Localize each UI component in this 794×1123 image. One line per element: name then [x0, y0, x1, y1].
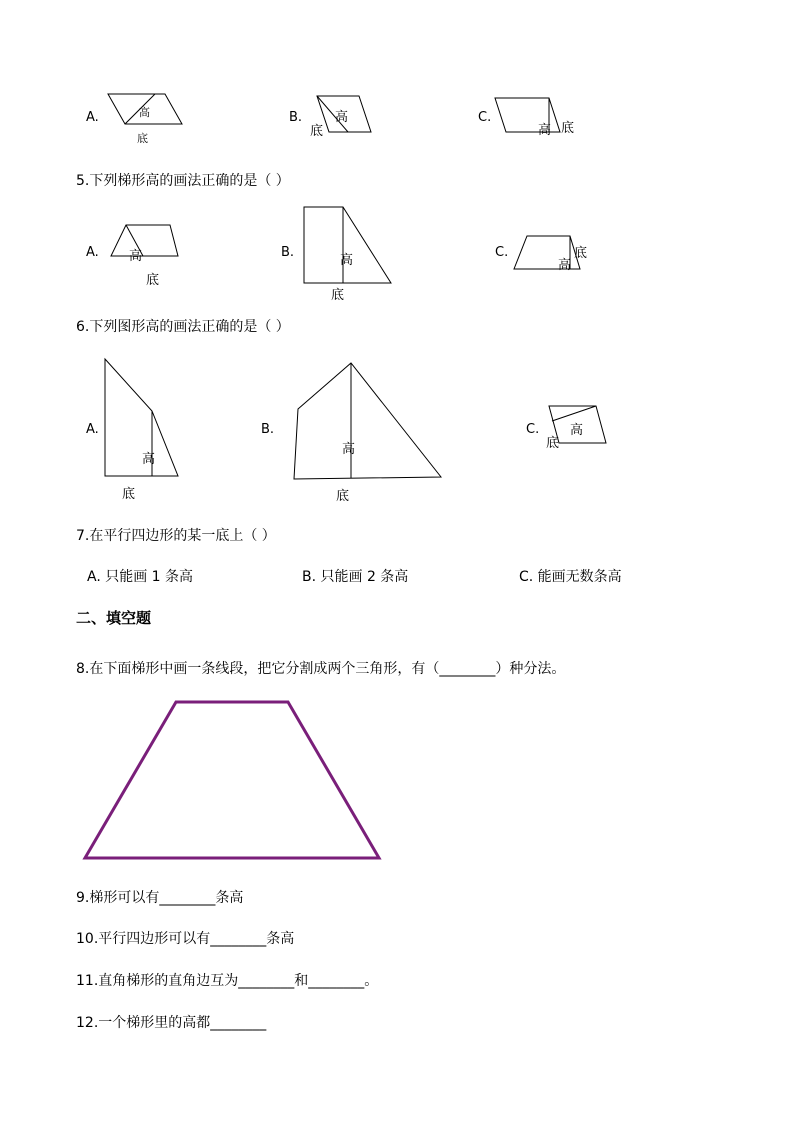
q11-text: 11.直角梯形的直角边互为________和________。: [76, 973, 379, 989]
q6b-shape: [294, 363, 441, 479]
q7-option-c[interactable]: C. 能画无数条高: [519, 569, 622, 585]
q9-text: 9.梯形可以有________条高: [76, 890, 244, 906]
q6a-base-label: 底: [122, 487, 136, 502]
q5b-base-label: 底: [331, 288, 345, 303]
q5a-base-label: 底: [146, 273, 160, 288]
q5-option-b-figure: [300, 202, 400, 287]
q5c-height-label: 高: [558, 258, 572, 273]
q5a-height-label: 高: [129, 249, 143, 264]
q5c-base-label: 底: [574, 246, 588, 261]
q12-text: 12.一个梯形里的高都________: [76, 1015, 267, 1031]
q5b-height-label: 高: [340, 253, 354, 268]
q5-option-b-letter[interactable]: B.: [281, 245, 295, 260]
q6b-height-label: 高: [342, 442, 356, 457]
q8-trapezoid: [85, 702, 379, 858]
q5-option-c-letter[interactable]: C.: [495, 245, 509, 260]
q4c-height-label: 高: [538, 123, 552, 138]
q4-option-c-figure: [492, 92, 575, 142]
q5b-trapezoid: [304, 207, 391, 283]
q6-option-b-figure: [290, 358, 450, 483]
q10-text: 10.平行四边形可以有________条高: [76, 931, 295, 947]
q4-option-a-letter[interactable]: A.: [86, 110, 99, 125]
q4a-base-label: 底: [137, 132, 148, 145]
q4c-base-label: 底: [561, 121, 575, 136]
q6-option-a-letter[interactable]: A.: [86, 422, 99, 437]
q6-option-b-letter[interactable]: B.: [261, 422, 275, 437]
q5-text: 5.下列梯形高的画法正确的是（ ）: [76, 173, 290, 189]
q5a-trapezoid: [111, 225, 178, 256]
q6c-base-label: 底: [546, 436, 560, 451]
q4-option-a-figure: [105, 88, 195, 138]
q4-option-b-letter[interactable]: B.: [289, 110, 303, 125]
q6-option-c-letter[interactable]: C.: [526, 422, 540, 437]
q6c-height-label: 高: [570, 423, 584, 438]
q8-text: 8.在下面梯形中画一条线段，把它分割成两个三角形，有（________）种分法。: [76, 661, 566, 677]
q4-option-c-letter[interactable]: C.: [478, 110, 492, 125]
q6a-height-label: 高: [142, 452, 156, 467]
q6-text: 6.下列图形高的画法正确的是（ ）: [76, 319, 290, 335]
q4a-height-label: 高: [139, 106, 150, 119]
section-title-fill-blank: 二、填空题: [76, 609, 152, 627]
q8-trapezoid-figure: [80, 697, 385, 862]
q5-option-a-figure: [108, 220, 188, 265]
q7-option-b[interactable]: B. 只能画 2 条高: [302, 569, 409, 585]
q5-option-a-letter[interactable]: A.: [86, 245, 99, 260]
q7-text: 7.在平行四边形的某一底上（ ）: [76, 528, 276, 544]
q4b-height-label: 高: [335, 110, 349, 125]
q4b-base-label: 底: [310, 124, 324, 139]
q7-option-a[interactable]: A. 只能画 1 条高: [87, 569, 194, 585]
q6b-base-label: 底: [336, 489, 350, 504]
